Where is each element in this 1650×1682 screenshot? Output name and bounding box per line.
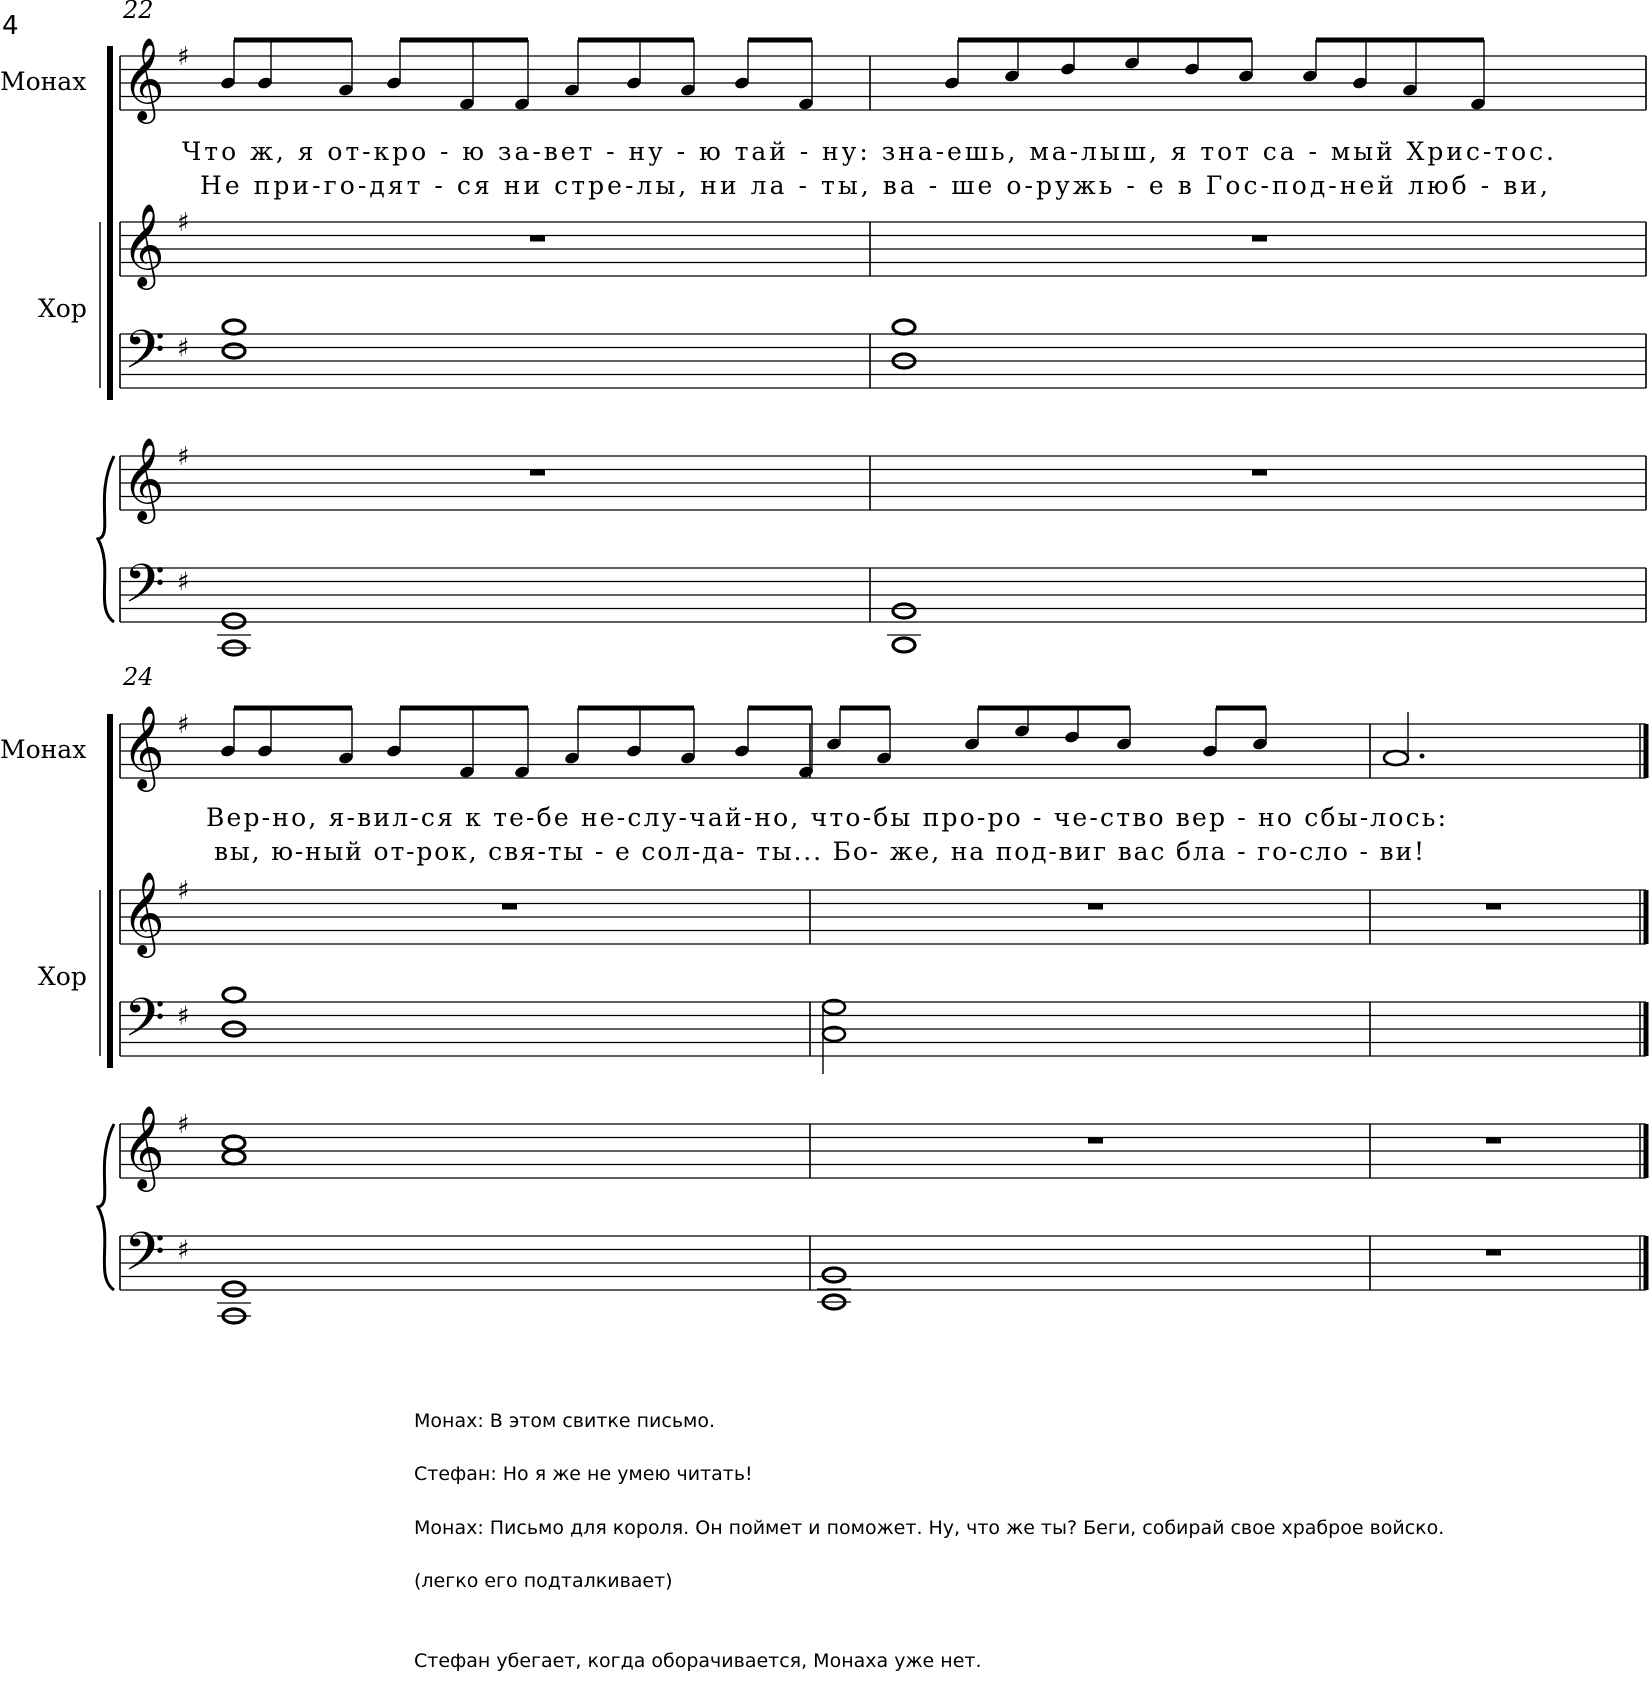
whole-rest (1486, 1250, 1501, 1256)
system-2 (98, 704, 1646, 1323)
treble-clef: 𝄞 (122, 870, 165, 954)
voice-label-monk: Монах (0, 67, 87, 96)
key-signature-sharp: ♯ (177, 1110, 190, 1140)
whole-note (893, 638, 915, 652)
dialogue-line: Стефан: Но я же не умею читать! (414, 1463, 753, 1485)
dialogue-line: (легко его подталкивает) (414, 1570, 673, 1592)
whole-rest (1088, 1138, 1103, 1144)
treble-clef: 𝄞 (122, 36, 165, 120)
dialogue-line: Монах: В этом свитке письмо. (414, 1410, 716, 1432)
measure-number-22: 22 (123, 0, 154, 24)
key-signature-sharp: ♯ (177, 333, 190, 364)
whole-note (223, 1282, 245, 1296)
whole-note (893, 604, 915, 618)
bass-clef: 𝄢 (124, 988, 166, 1062)
page-number: 4 (2, 11, 19, 41)
key-signature-sharp: ♯ (177, 208, 190, 238)
voice-label-monk: Монах (0, 735, 87, 764)
treble-clef: 𝄞 (122, 1104, 165, 1188)
whole-rest (1252, 470, 1267, 476)
whole-note (223, 320, 245, 334)
key-signature-sharp: ♯ (177, 442, 190, 472)
dialogue-line: Стефан убегает, когда оборачивается, Монаха уже нет. (414, 1650, 982, 1672)
whole-note (223, 614, 245, 628)
key-signature-sharp: ♯ (177, 876, 190, 906)
lyrics-verse-2: Не при-го-дят - ся ни стре-лы, ни ла - ты, ва - ше о-ружь - е в Гос-под-ней люб - ви, (200, 171, 1548, 200)
whole-rest (1088, 904, 1103, 910)
system-1 (98, 36, 1646, 655)
key-signature-sharp: ♯ (177, 42, 190, 72)
bass-clef: 𝄢 (124, 1222, 166, 1296)
treble-clef: 𝄞 (122, 704, 165, 788)
bass-clef: 𝄢 (124, 554, 166, 628)
treble-clef: 𝄞 (122, 436, 165, 520)
choir-label: Хор (38, 294, 87, 323)
piano-brace (98, 456, 114, 622)
piano-brace (98, 1124, 114, 1290)
whole-rest (530, 236, 545, 242)
whole-rest (1486, 904, 1501, 910)
whole-rest (530, 470, 545, 476)
key-signature-sharp: ♯ (177, 567, 190, 598)
whole-rest (502, 904, 517, 910)
augmentation-dot (1420, 754, 1425, 759)
whole-rest (1252, 236, 1267, 242)
whole-note (223, 988, 245, 1002)
key-signature-sharp: ♯ (177, 1001, 190, 1032)
whole-note (893, 320, 915, 334)
half-note (1384, 751, 1408, 765)
choir-label: Хор (38, 962, 87, 991)
dialogue-line: Монах: Письмо для короля. Он поймет и поможет. Ну, что же ты? Беги, собирай свое храброе войско. (414, 1517, 1445, 1539)
whole-note (823, 1268, 845, 1282)
treble-clef: 𝄞 (122, 202, 165, 286)
key-signature-sharp: ♯ (177, 710, 190, 740)
lyrics-verse-2: вы, ю-ный от-рок, свя-ты - е сол-да- ты... Бо- же, на под-виг вас бла - го-сло - ви! (214, 837, 1424, 866)
key-signature-sharp: ♯ (177, 1235, 190, 1266)
whole-note (223, 344, 245, 358)
bass-clef: 𝄢 (124, 320, 166, 394)
lyrics-verse-1: Что ж, я от-кро - ю за-вет - ну - ю тай - ну: зна-ешь, ма-лыш, я тот са - мый Хрис-тос. (182, 137, 1555, 166)
lyrics-verse-1: Вер-но, я-вил-ся к те-бе не-слу-чай-но, что-бы про-ро - че-ство вер - но сбы-лось: (206, 803, 1447, 832)
whole-rest (1486, 1138, 1501, 1144)
measure-number-24: 24 (123, 663, 154, 691)
whole-note (223, 1150, 245, 1164)
